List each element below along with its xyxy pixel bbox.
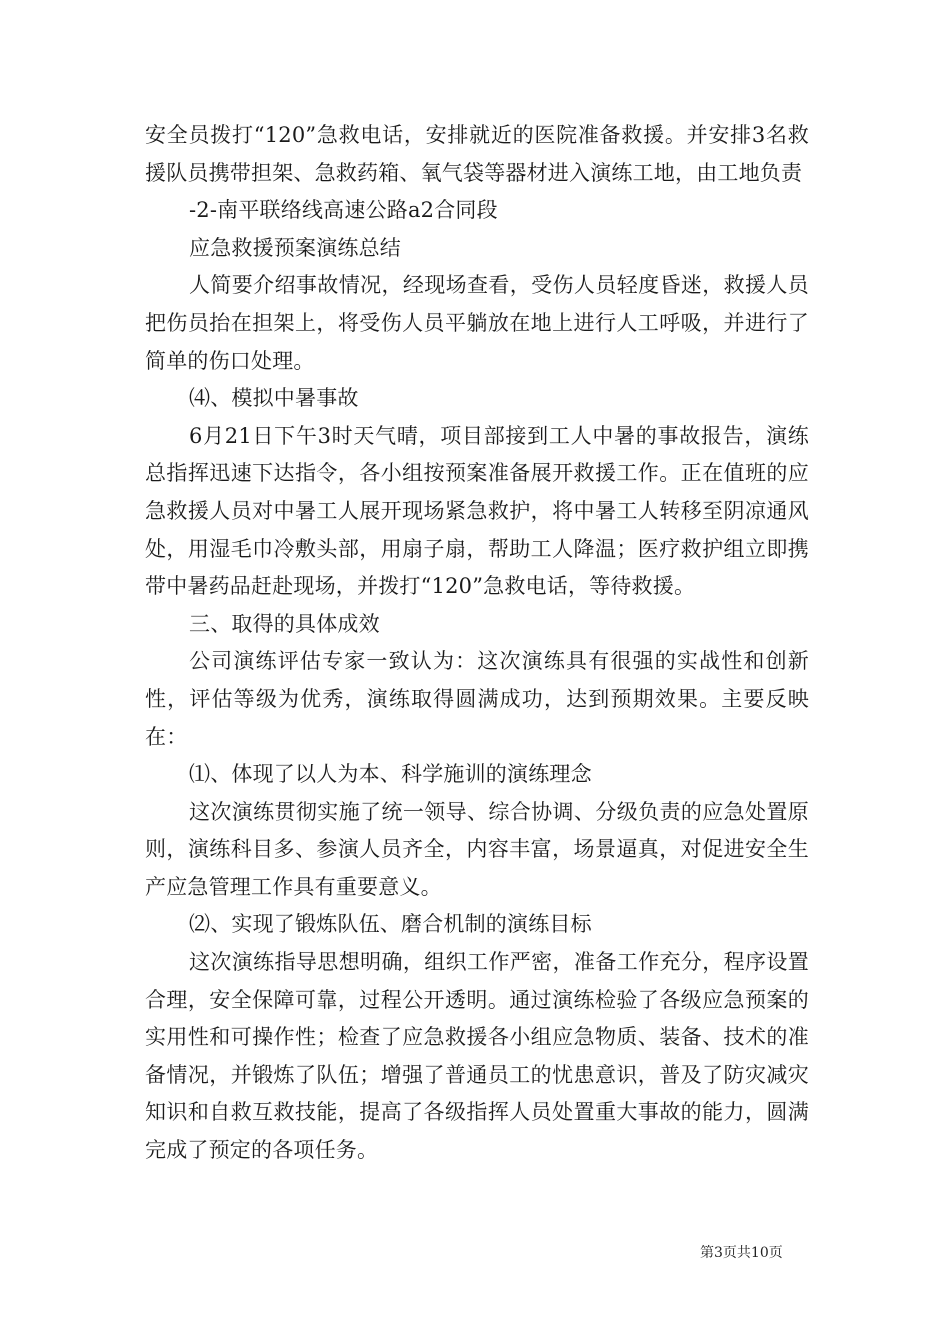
- document-title-note: 应急救援预案演练总结: [189, 235, 401, 260]
- heading-people-oriented: ⑴、体现了以人为本、科学施训的演练理念: [189, 762, 592, 787]
- page-number-footer: 第3页共10页: [700, 1245, 783, 1261]
- heading-results: 三、取得的具体成效: [189, 611, 380, 636]
- heading-team-training: ⑵、实现了锻炼队伍、磨合机制的演练目标: [189, 912, 592, 937]
- page-header-note: -2-南平联络线高速公路a2合同段: [189, 198, 498, 223]
- paragraph-injury-handling: 人简要介绍事故情况，经现场查看，受伤人员轻度昏迷，救援人员把伤员抬在担架上，将受伤人员平躺放在地上进行人工呼吸，并进行了简单的伤口处理。: [145, 273, 809, 373]
- paragraph-heatstroke-drill: 6月21日下午3时天气晴，项目部接到工人中暑的事故报告，演练总指挥迅速下达指令，各小组按预案准备展开救援工作。正在值班的应急救援人员对中暑工人展开现场紧急救护，将中暑工人转移至阴凉通风处，用湿毛巾冷敷头部，用扇子扇，帮助工人降温；医疗救护组立即携带中暑药品赶赴现场，并拨打“120”急救电话，等待救援。: [145, 423, 809, 599]
- paragraph-expert-evaluation: 公司演练评估专家一致认为：这次演练具有很强的实战性和创新性，评估等级为优秀，演练取得圆满成功，达到预期效果。主要反映在：: [145, 649, 809, 749]
- paragraph-continuation: 安全员拨打“120”急救电话，安排就近的医院准备救援。并安排3名救援队员携带担架、急救药箱、氧气袋等器材进入演练工地，由工地负责: [145, 123, 809, 185]
- paragraph-drill-outcomes: 这次演练指导思想明确，组织工作严密，准备工作充分，程序设置合理，安全保障可靠，过程公开透明。通过演练检验了各级应急预案的实用性和可操作性；检查了应急救援各小组应急物质、装备、技术的准备情况，并锻炼了队伍；增强了普通员工的忧患意识，普及了防灾减灾知识和自救互救技能，提高了各级指挥人员处置重大事故的能力，圆满完成了预定的各项任务。: [145, 950, 809, 1163]
- heading-heatstroke-drill: ⑷、模拟中暑事故: [189, 386, 359, 411]
- paragraph-principles: 这次演练贯彻实施了统一领导、综合协调、分级负责的应急处置原则，演练科目多、参演人员齐全，内容丰富，场景逼真，对促进安全生产应急管理工作具有重要意义。: [145, 799, 809, 899]
- document-body: [145, 117, 809, 1170]
